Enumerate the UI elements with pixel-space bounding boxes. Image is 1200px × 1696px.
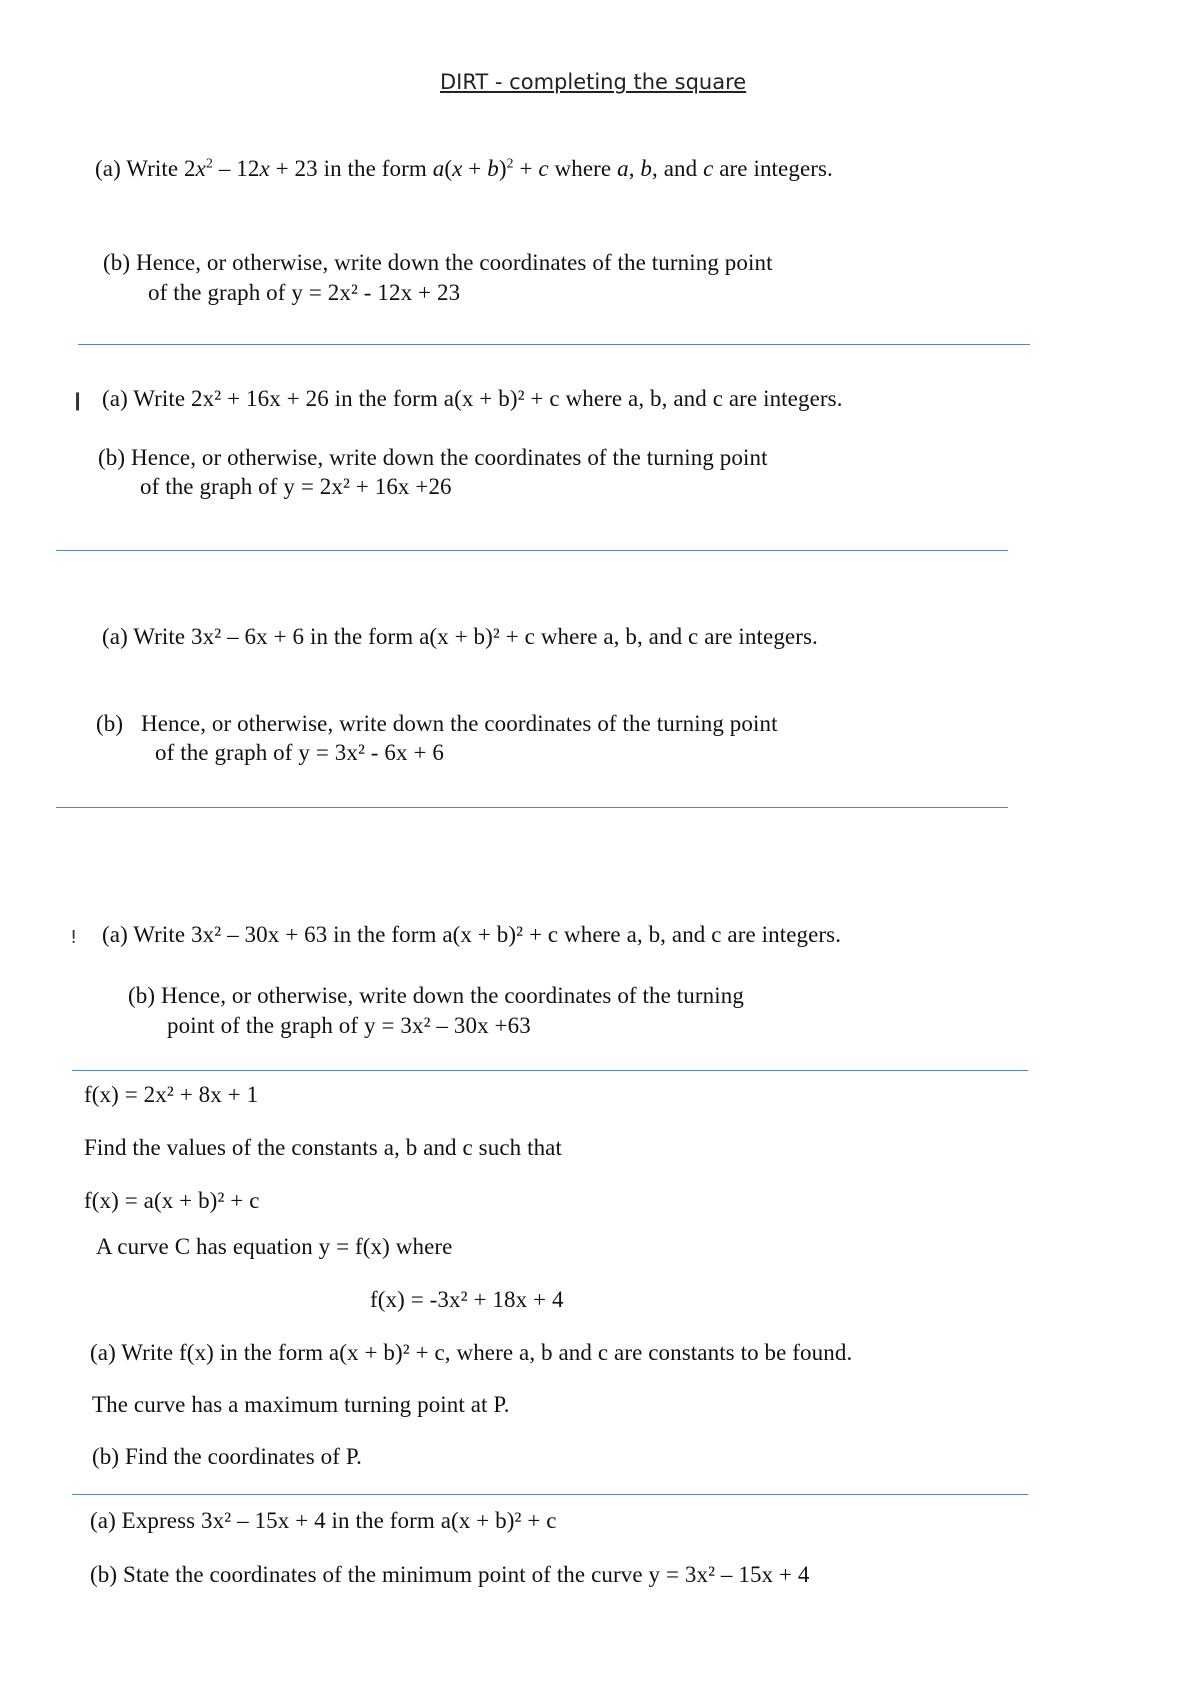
q2-a-label: (a): [102, 386, 128, 411]
q6-function: f(x) = -3x² + 18x + 4: [370, 1287, 564, 1312]
divider: [56, 807, 1008, 808]
margin-mark: ❙: [70, 390, 86, 411]
q1-part-b-line2: of the graph of y = 2x² - 12x + 23: [148, 280, 461, 305]
q2-part-a: [102, 386, 843, 412]
q5-form: f(x) = a(x + b)² + c: [84, 1188, 260, 1213]
q7-part-a: (a) Express 3x² – 15x + 4 in the form a(x + b)² + c: [90, 1508, 557, 1533]
q2-b-label: (b): [98, 445, 126, 470]
q4-part-b-line2: point of the graph of y = 3x² – 30x +63: [167, 1013, 531, 1038]
q2-a-text: Write 2x² + 16x + 26 in the form a(x + b)² + c where a, b, and c are integers.: [133, 386, 843, 411]
q4-b-text: Hence, or otherwise, write down the coordinates of the turning: [160, 983, 744, 1008]
q3-a-text: Write 3x² – 6x + 6 in the form a(x + b)² + c where a, b, and c are integers.: [133, 624, 818, 649]
q2-part-b-line1: [98, 445, 768, 471]
q2-b-text: Hence, or otherwise, write down the coordinates of the turning point: [130, 445, 768, 470]
q3-b-text: Hence, or otherwise, write down the coordinates of the turning point: [140, 711, 778, 736]
q6-part-b: (b) Find the coordinates of P.: [92, 1444, 363, 1469]
divider: [56, 550, 1008, 551]
q1-b-label: (b): [103, 250, 131, 275]
q3-part-a: [102, 624, 818, 650]
q6-part-a: (a) Write f(x) in the form a(x + b)² + c, where a, b and c are constants to be found.: [90, 1340, 853, 1365]
q3-b-label: (b): [96, 711, 124, 736]
q1-part-b-line1: [103, 250, 773, 276]
q4-a-text: Write 3x² – 30x + 63 in the form a(x + b)² + c where a, b, and c are integers.: [133, 922, 842, 947]
q1-part-a: [95, 156, 833, 182]
divider: [72, 1070, 1028, 1071]
q2-part-b-line2: of the graph of y = 2x² + 16x +26: [140, 474, 452, 499]
q4-part-a: [102, 922, 841, 948]
page-title: DIRT - completing the square: [440, 70, 747, 94]
q4-a-label: (a): [102, 922, 128, 947]
margin-mark: !: [70, 927, 78, 948]
divider: [72, 1494, 1028, 1495]
q6-intro: A curve C has equation y = f(x) where: [96, 1234, 453, 1259]
q5-function: f(x) = 2x² + 8x + 1: [84, 1082, 259, 1107]
q4-part-b-line1: [128, 983, 744, 1009]
q1-a-label: (a): [95, 156, 121, 181]
q1-a-text: Write $2x^2 - 12x + 23$ in the form $a(x + b)^2 + c$ where a, b, and c are integers.: [126, 155, 833, 181]
q4-b-label: (b): [128, 983, 156, 1008]
q5-instruction: Find the values of the constants a, b and c such that: [84, 1135, 562, 1160]
divider: [78, 344, 1030, 345]
q1-b-text: Hence, or otherwise, write down the coordinates of the turning point: [135, 250, 773, 275]
q6-max-statement: The curve has a maximum turning point at P.: [92, 1392, 510, 1417]
q3-a-label: (a): [102, 624, 128, 649]
q3-part-b-line2: of the graph of y = 3x² - 6x + 6: [155, 740, 444, 765]
q7-part-b: (b) State the coordinates of the minimum point of the curve y = 3x² – 15x + 4: [90, 1562, 810, 1587]
q3-part-b-line1: [96, 711, 778, 737]
